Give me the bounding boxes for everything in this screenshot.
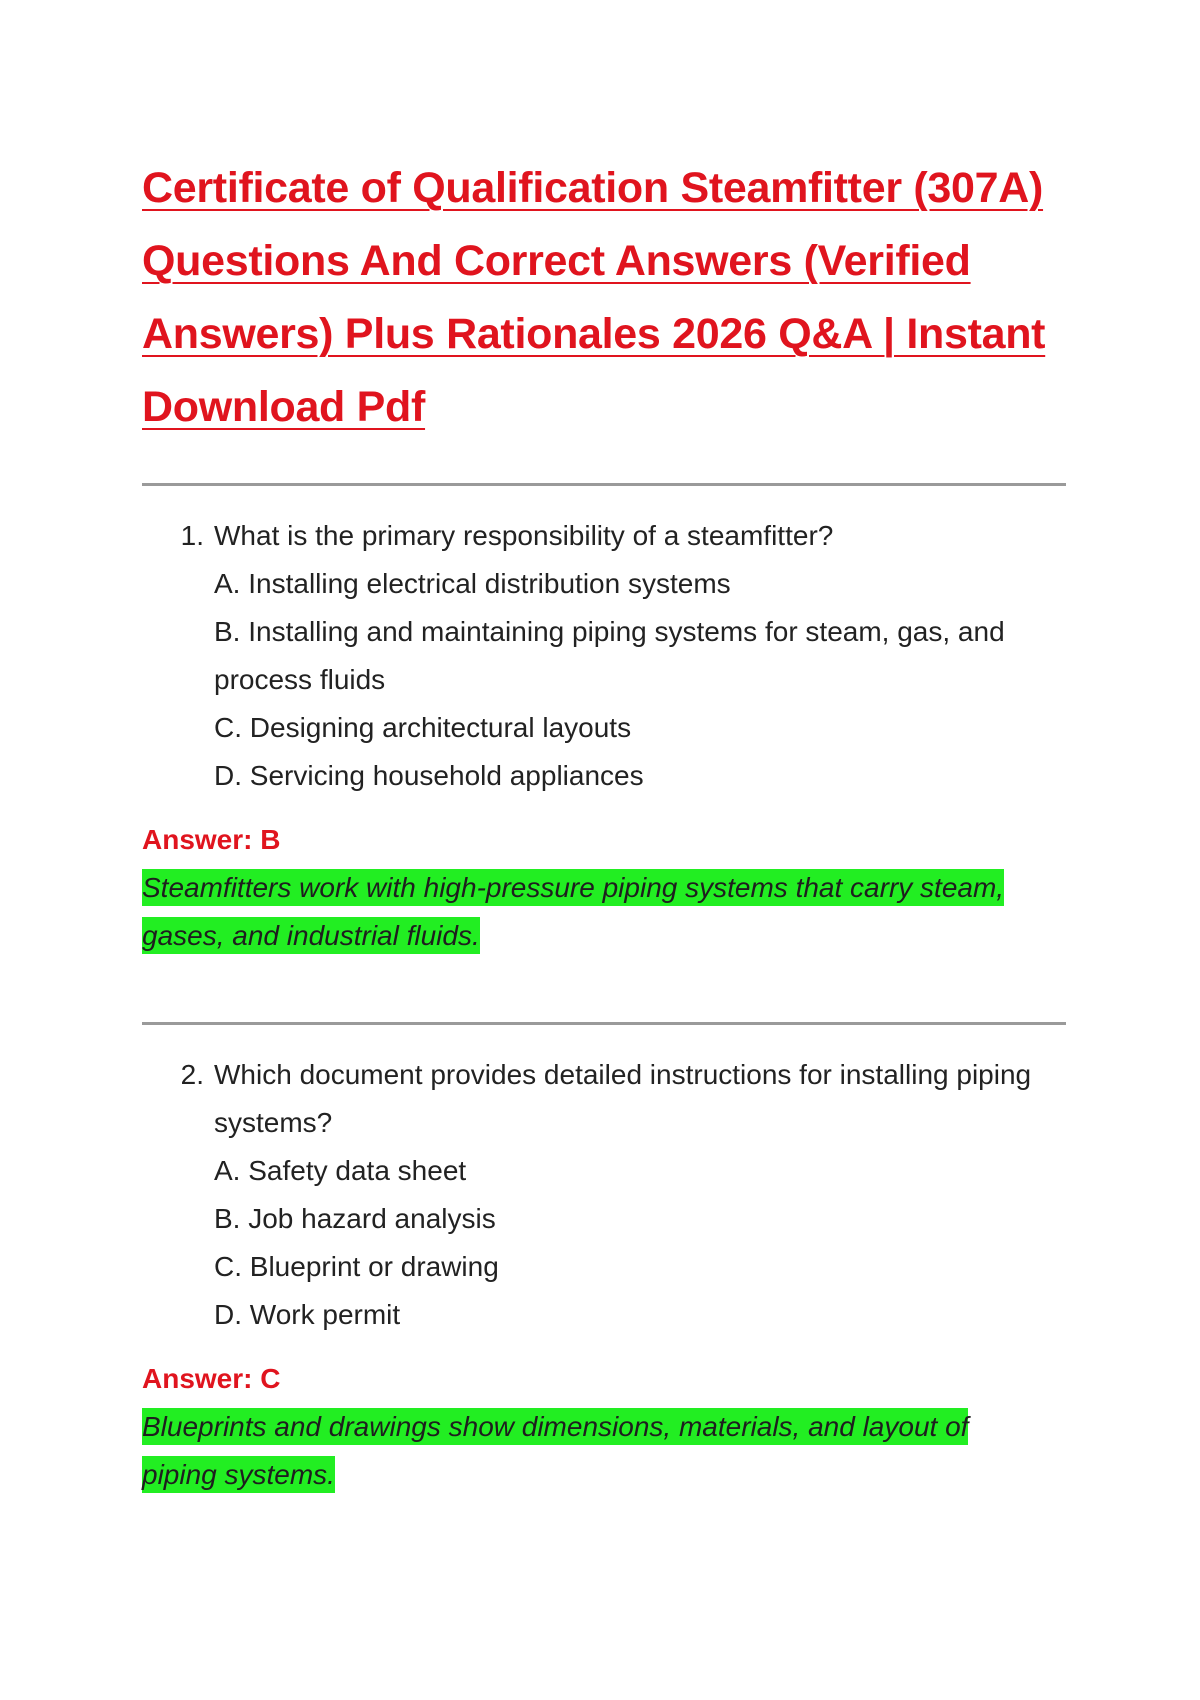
document-title: Certificate of Qualification Steamfitter (307A) Questions And Correct Answers (Verified Answers) Plus Rationales 2026 Q&A | Instant Download Pdf — [142, 164, 1046, 431]
rationale — [142, 1403, 1042, 1499]
option-c: C. Designing architectural layouts — [214, 712, 632, 743]
rationale-text: Blueprints and drawings show dimensions, materials, and layout of piping systems. — [142, 1408, 968, 1493]
options-list — [142, 560, 1066, 800]
divider — [142, 1022, 1066, 1025]
question-text: Which document provides detailed instructions for installing piping systems? — [214, 1059, 1032, 1138]
answer-label: Answer: C — [142, 1363, 281, 1394]
option-b: B. Job hazard analysis — [214, 1203, 496, 1234]
option-d: D. Work permit — [214, 1299, 401, 1330]
option-b: B. Installing and maintaining piping systems for steam, gas, and process fluids — [214, 616, 1005, 695]
answer-label: Answer: B — [142, 824, 281, 855]
question-number: 1. — [180, 520, 204, 551]
rationale-text: Steamfitters work with high-pressure piping systems that carry steam, gases, and industrial fluids. — [142, 869, 1004, 954]
option-a: A. Installing electrical distribution systems — [214, 568, 731, 599]
option-d: D. Servicing household appliances — [214, 760, 644, 791]
question-row — [142, 512, 1066, 560]
divider — [142, 483, 1066, 486]
question-2 — [142, 1051, 1066, 1499]
rationale — [142, 864, 1042, 960]
question-row — [142, 1051, 1066, 1147]
question-number: 2. — [180, 1059, 204, 1090]
options-list — [142, 1147, 1066, 1339]
question-text: What is the primary responsibility of a steamfitter? — [214, 520, 834, 551]
question-1 — [142, 512, 1066, 960]
option-a: A. Safety data sheet — [214, 1155, 467, 1186]
option-c: C. Blueprint or drawing — [214, 1251, 499, 1282]
